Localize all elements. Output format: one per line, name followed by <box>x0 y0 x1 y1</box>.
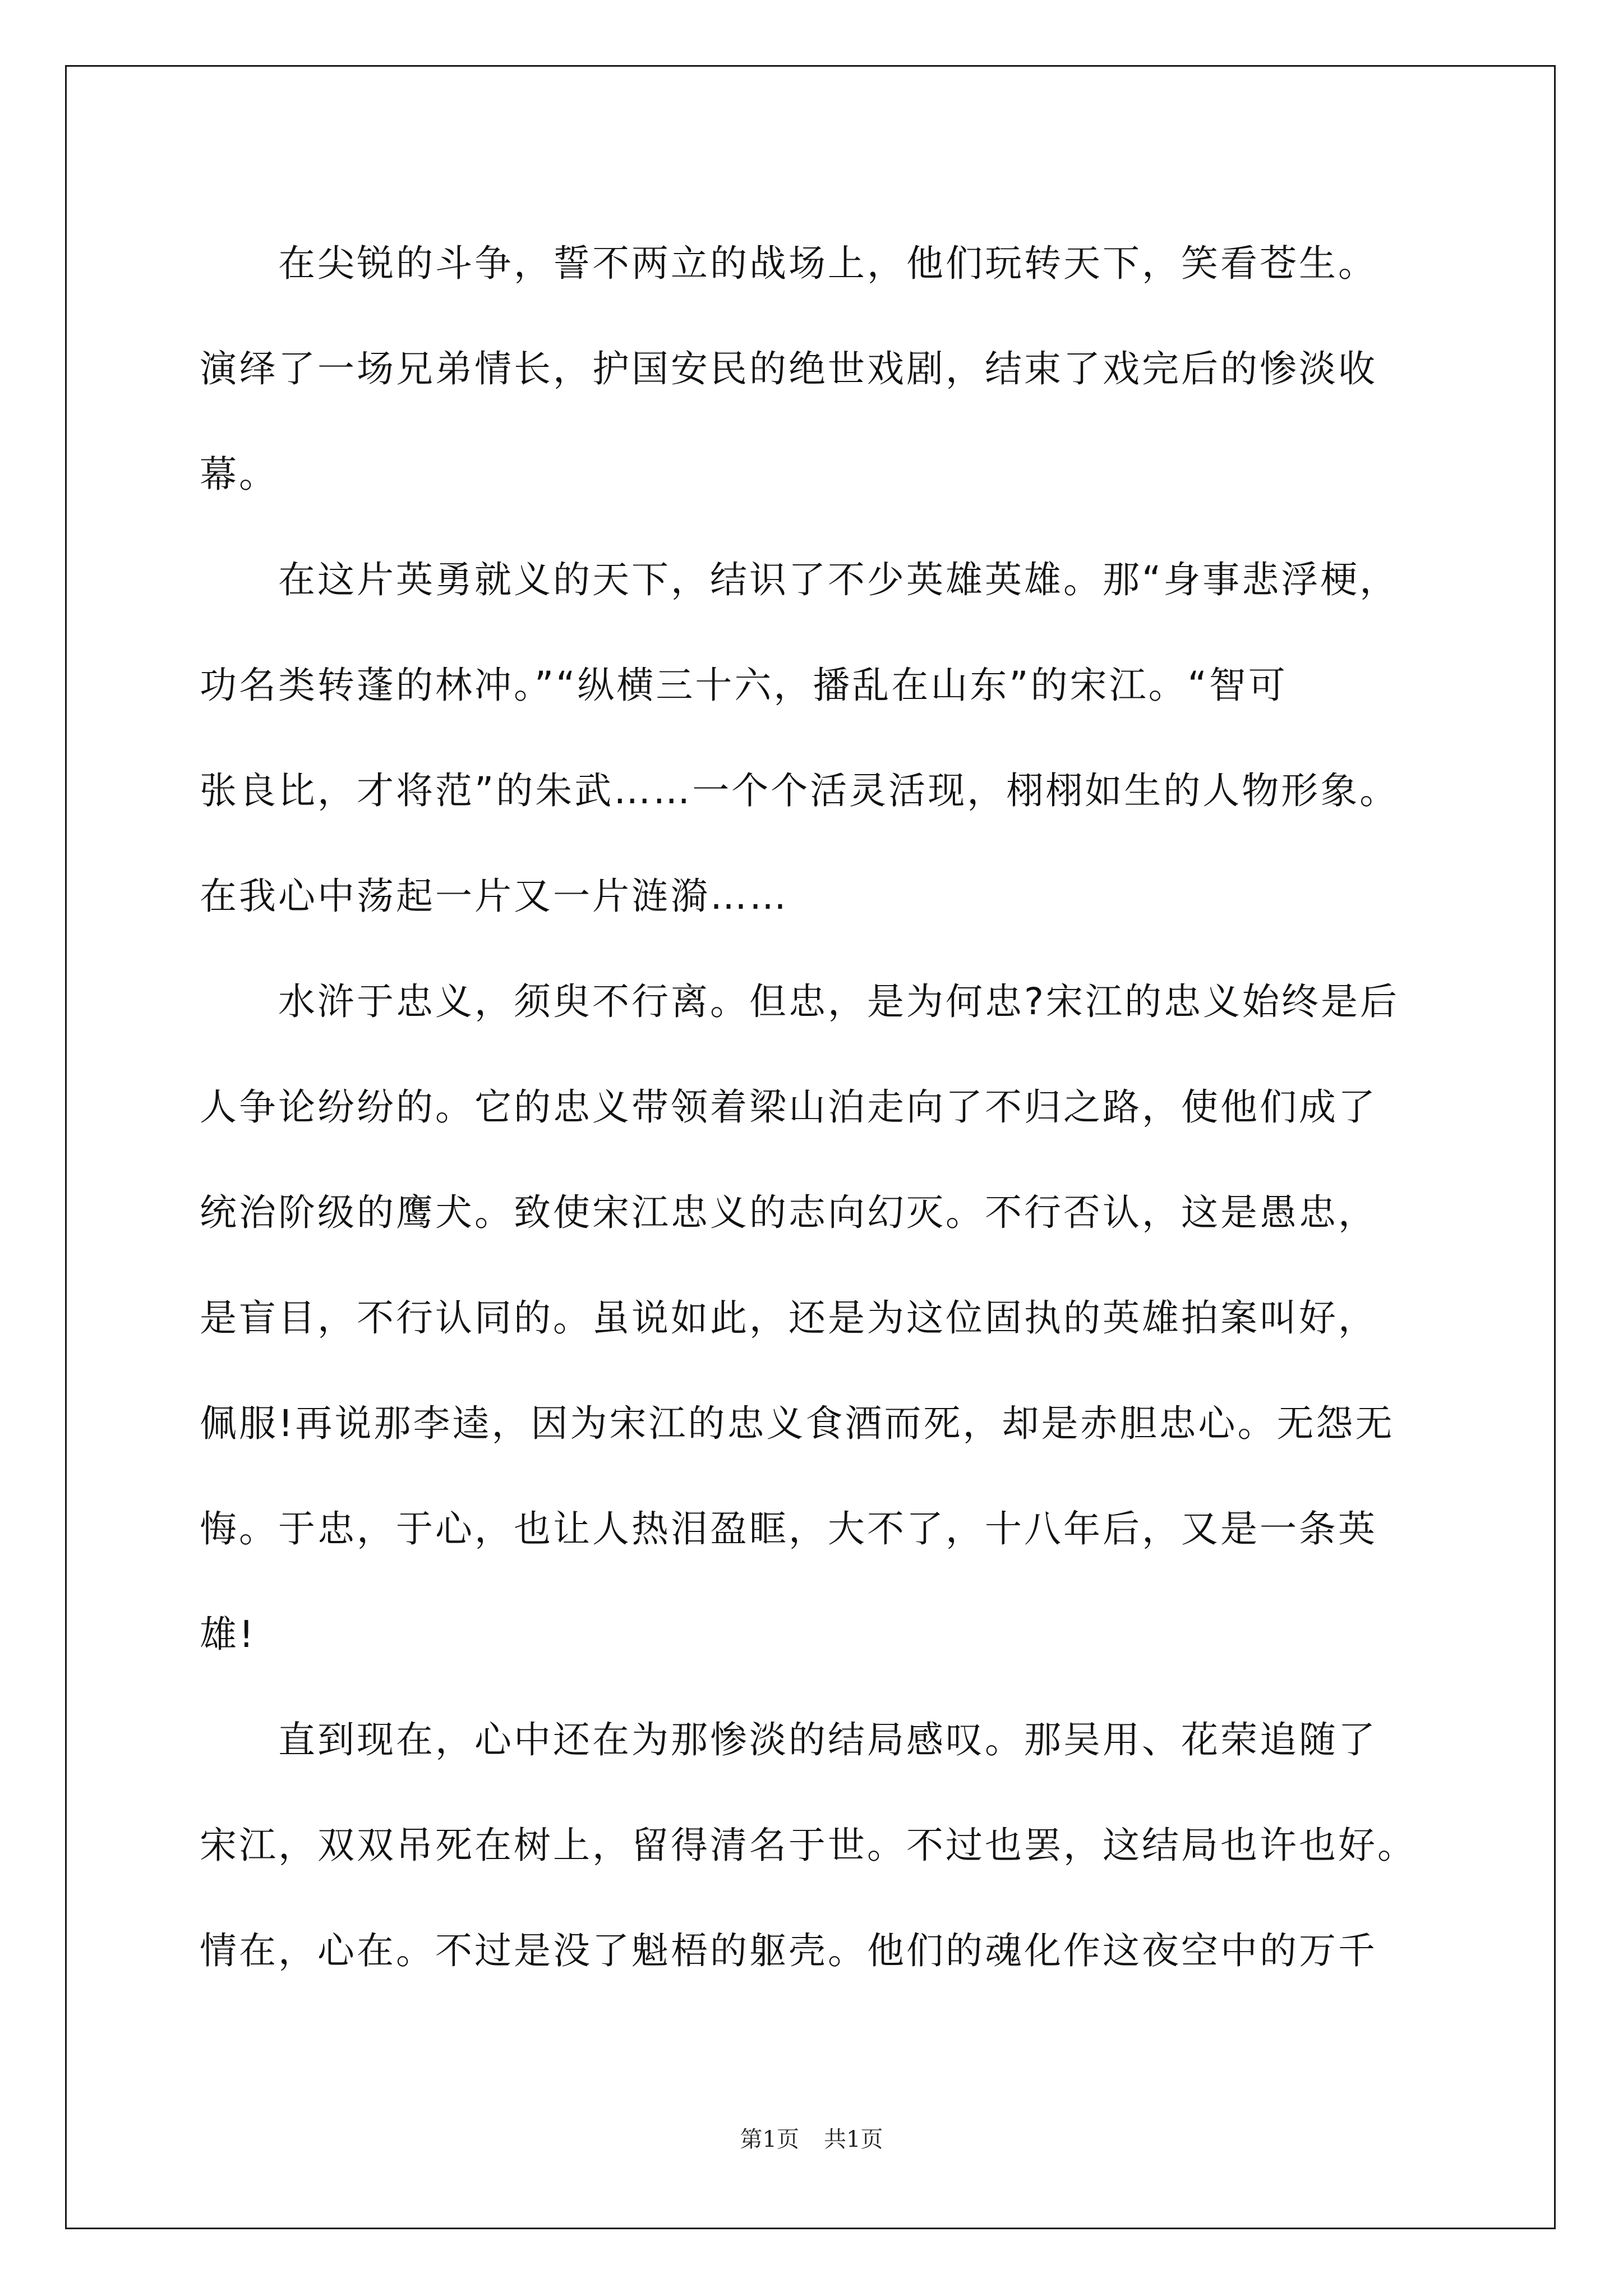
text-line: 在尖锐的斗争，誓不两立的战场上，他们玩转天下，笑看苍生。 <box>200 242 1377 285</box>
body-text <box>200 211 1433 2004</box>
text-line: 直到现在，心中还在为那惨淡的结局感叹。那吴用、花荣追随了 <box>200 1718 1377 1761</box>
text-line: 情在，心在。不过是没了魁梧的躯壳。他们的魂化作这夜空中的万千 <box>200 1929 1377 1972</box>
page-number-total: 共1页 <box>824 2127 883 2152</box>
text-line: 统治阶级的鹰犬。致使宋江忠义的志向幻灭。不行否认，这是愚忠， <box>200 1191 1377 1234</box>
text-line: 雄! <box>200 1613 256 1656</box>
page-footer <box>0 2122 1623 2154</box>
text-line: 人争论纷纷的。它的忠义带领着梁山泊走向了不归之路，使他们成了 <box>200 1085 1377 1129</box>
text-line: 是盲目，不行认同的。虽说如此，还是为这位固执的英雄拍案叫好， <box>200 1296 1377 1340</box>
text-line: 宋江，双双吊死在树上，留得清名于世。不过也罢，这结局也许也好。 <box>200 1824 1417 1867</box>
text-line: 悔。于忠，于心，也让人热泪盈眶，大不了，十八年后，又是一条英 <box>200 1507 1377 1550</box>
text-line: 幕。 <box>200 453 278 496</box>
page-number-current: 第1页 <box>740 2127 799 2152</box>
text-line: 佩服!再说那李逵，因为宋江的忠义食酒而死，却是赤胆忠心。无怨无 <box>200 1402 1395 1445</box>
text-line: 水浒于忠义，须臾不行离。但忠，是为何忠?宋江的忠义始终是后 <box>200 980 1400 1023</box>
text-line: 在我心中荡起一片又一片涟漪…… <box>200 875 789 918</box>
text-line: 演绎了一场兄弟情长，护国安民的绝世戏剧，结束了戏完后的惨淡收 <box>200 347 1377 390</box>
text-line: 功名类转蓬的林冲。”“纵横三十六，播乱在山东”的宋江。“智可 <box>200 664 1288 707</box>
text-line: 张良比，才将范”的朱武……一个个活灵活现，栩栩如生的人物形象。 <box>200 769 1399 812</box>
text-line: 在这片英勇就义的天下，结识了不少英雄英雄。那“身事悲浮梗， <box>200 558 1399 601</box>
